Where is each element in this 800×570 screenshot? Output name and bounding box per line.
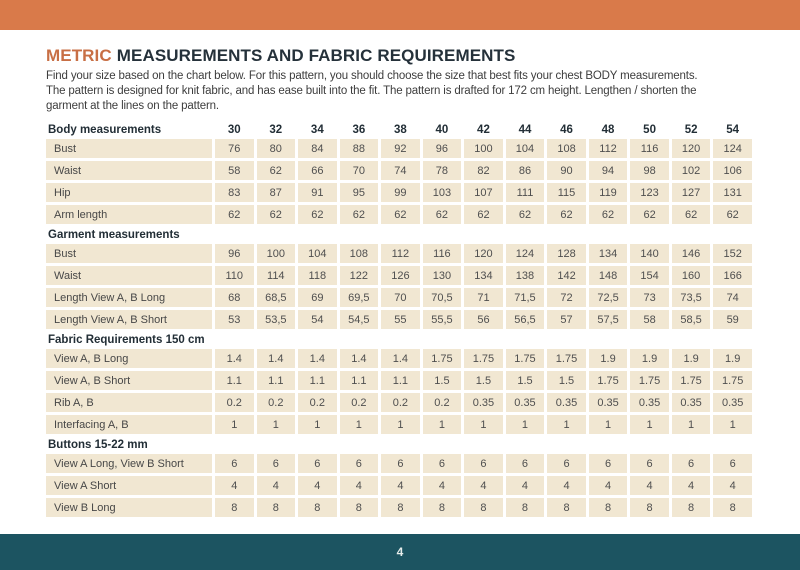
value-cell: 8 <box>713 498 752 517</box>
empty-header-cell <box>381 227 420 241</box>
value-cell: 1.1 <box>298 371 337 390</box>
size-header-cell: 34 <box>310 124 324 136</box>
value-cell: 6 <box>340 454 379 473</box>
value-cell: 8 <box>547 498 586 517</box>
value-cell: 6 <box>257 454 296 473</box>
table-row <box>46 498 752 517</box>
value-cell: 4 <box>381 476 420 495</box>
value-cell: 102 <box>672 161 711 180</box>
section-header-label: Fabric Requirements 150 cm <box>48 334 205 346</box>
row-label-cell: Waist <box>46 266 212 285</box>
value-cell: 134 <box>464 266 503 285</box>
value-cell: 57 <box>547 310 586 329</box>
value-cell: 0.2 <box>215 393 254 412</box>
value-cell: 1.75 <box>464 349 503 368</box>
section-header-row <box>46 332 752 346</box>
value-cell: 62 <box>340 205 379 224</box>
value-cell: 120 <box>672 139 711 158</box>
value-cell: 128 <box>547 244 586 263</box>
value-cell: 1 <box>298 415 337 434</box>
value-cell: 1.9 <box>589 349 628 368</box>
empty-header-cell <box>464 227 503 241</box>
value-cell: 4 <box>630 476 669 495</box>
value-cell: 62 <box>257 205 296 224</box>
value-cell: 71 <box>464 288 503 307</box>
value-cell: 0.35 <box>672 393 711 412</box>
value-cell: 0.35 <box>630 393 669 412</box>
value-cell: 106 <box>713 161 752 180</box>
value-cell: 0.2 <box>340 393 379 412</box>
empty-header-cell <box>381 437 420 451</box>
table-row <box>46 415 752 434</box>
value-cell: 1.75 <box>423 349 462 368</box>
page-title-accent: METRIC <box>46 46 112 65</box>
value-cell: 54,5 <box>340 310 379 329</box>
empty-header-cell <box>672 332 711 346</box>
value-cell: 1.5 <box>423 371 462 390</box>
value-cell: 6 <box>464 454 503 473</box>
empty-header-cell <box>630 437 669 451</box>
size-header-cell: 48 <box>601 124 615 136</box>
empty-header-cell <box>672 227 711 241</box>
value-cell: 66 <box>298 161 337 180</box>
value-cell: 1.75 <box>630 371 669 390</box>
empty-header-cell <box>506 227 545 241</box>
value-cell: 131 <box>713 183 752 202</box>
section-header-row <box>46 227 752 241</box>
value-cell: 62 <box>630 205 669 224</box>
value-cell: 0.35 <box>506 393 545 412</box>
row-label-cell: Rib A, B <box>46 393 212 412</box>
empty-header-cell <box>464 437 503 451</box>
value-cell: 95 <box>340 183 379 202</box>
value-cell: 1.1 <box>215 371 254 390</box>
value-cell: 4 <box>298 476 337 495</box>
value-cell: 70 <box>340 161 379 180</box>
size-header-cell: 42 <box>477 124 490 136</box>
value-cell: 6 <box>630 454 669 473</box>
value-cell: 1 <box>381 415 420 434</box>
value-cell: 4 <box>589 476 628 495</box>
value-cell: 72,5 <box>589 288 628 307</box>
empty-header-cell <box>547 332 586 346</box>
value-cell: 100 <box>464 139 503 158</box>
value-cell: 148 <box>589 266 628 285</box>
row-label-cell: Waist <box>46 161 212 180</box>
value-cell: 104 <box>298 244 337 263</box>
value-cell: 73 <box>630 288 669 307</box>
value-cell: 166 <box>713 266 752 285</box>
empty-header-cell <box>340 227 379 241</box>
value-cell: 90 <box>547 161 586 180</box>
value-cell: 8 <box>423 498 462 517</box>
value-cell: 0.35 <box>589 393 628 412</box>
value-cell: 0.2 <box>257 393 296 412</box>
row-label-cell: Length View A, B Long <box>46 288 212 307</box>
page-title <box>46 46 515 66</box>
size-header-cell: 36 <box>352 124 366 136</box>
empty-header-cell <box>298 227 337 241</box>
row-label-cell: Bust <box>46 244 212 263</box>
value-cell: 8 <box>589 498 628 517</box>
value-cell: 88 <box>340 139 379 158</box>
value-cell: 78 <box>423 161 462 180</box>
size-header-cell: 50 <box>643 124 656 136</box>
value-cell: 55 <box>381 310 420 329</box>
value-cell: 99 <box>381 183 420 202</box>
value-cell: 4 <box>257 476 296 495</box>
empty-header-cell <box>506 437 545 451</box>
table-row <box>46 266 752 285</box>
value-cell: 82 <box>464 161 503 180</box>
table-row <box>46 161 752 180</box>
value-cell: 62 <box>381 205 420 224</box>
value-cell: 1.9 <box>672 349 711 368</box>
value-cell: 1 <box>257 415 296 434</box>
empty-header-cell <box>423 437 462 451</box>
row-label-cell: Hip <box>46 183 212 202</box>
row-label-cell: View A, B Short <box>46 371 212 390</box>
value-cell: 1 <box>215 415 254 434</box>
value-cell: 53 <box>215 310 254 329</box>
value-cell: 58,5 <box>672 310 711 329</box>
value-cell: 146 <box>672 244 711 263</box>
value-cell: 122 <box>340 266 379 285</box>
empty-header-cell <box>630 227 669 241</box>
value-cell: 8 <box>298 498 337 517</box>
value-cell: 6 <box>506 454 545 473</box>
value-cell: 6 <box>672 454 711 473</box>
row-label-cell: Interfacing A, B <box>46 415 212 434</box>
value-cell: 62 <box>215 205 254 224</box>
value-cell: 4 <box>464 476 503 495</box>
value-cell: 4 <box>423 476 462 495</box>
value-cell: 59 <box>713 310 752 329</box>
value-cell: 1.5 <box>506 371 545 390</box>
value-cell: 1 <box>464 415 503 434</box>
value-cell: 124 <box>506 244 545 263</box>
value-cell: 6 <box>215 454 254 473</box>
size-header-cell: 44 <box>518 124 532 136</box>
value-cell: 1.4 <box>298 349 337 368</box>
value-cell: 86 <box>506 161 545 180</box>
empty-header-cell <box>215 332 254 346</box>
value-cell: 100 <box>257 244 296 263</box>
value-cell: 140 <box>630 244 669 263</box>
value-cell: 152 <box>713 244 752 263</box>
value-cell: 1 <box>506 415 545 434</box>
value-cell: 76 <box>215 139 254 158</box>
value-cell: 1 <box>589 415 628 434</box>
value-cell: 53,5 <box>257 310 296 329</box>
value-cell: 0.2 <box>381 393 420 412</box>
value-cell: 69,5 <box>340 288 379 307</box>
value-cell: 68,5 <box>257 288 296 307</box>
value-cell: 54 <box>298 310 337 329</box>
value-cell: 116 <box>423 244 462 263</box>
value-cell: 130 <box>423 266 462 285</box>
section-header-label: Body measurements <box>48 124 162 136</box>
value-cell: 108 <box>340 244 379 263</box>
value-cell: 57,5 <box>589 310 628 329</box>
table-row <box>46 310 752 329</box>
value-cell: 71,5 <box>506 288 545 307</box>
empty-header-cell <box>547 227 586 241</box>
empty-header-cell <box>630 332 669 346</box>
value-cell: 112 <box>381 244 420 263</box>
value-cell: 1.1 <box>340 371 379 390</box>
top-accent-bar <box>0 0 800 30</box>
empty-header-cell <box>423 332 462 346</box>
value-cell: 1.75 <box>589 371 628 390</box>
intro-line: The pattern is designed for knit fabric, and has ease built into the fit. The pattern is drafted for 172 cm height. Lengthen / shorten the <box>46 85 697 97</box>
value-cell: 104 <box>506 139 545 158</box>
row-label-cell: Bust <box>46 139 212 158</box>
size-header-cell: 30 <box>227 124 241 136</box>
empty-header-cell <box>340 332 379 346</box>
measurements-table-wrap <box>43 119 755 520</box>
value-cell: 72 <box>547 288 586 307</box>
value-cell: 124 <box>713 139 752 158</box>
value-cell: 108 <box>547 139 586 158</box>
value-cell: 1 <box>423 415 462 434</box>
table-row <box>46 205 752 224</box>
intro-paragraph <box>46 69 758 114</box>
value-cell: 1 <box>547 415 586 434</box>
value-cell: 96 <box>215 244 254 263</box>
value-cell: 62 <box>423 205 462 224</box>
table-row <box>46 371 752 390</box>
empty-header-cell <box>381 332 420 346</box>
section-header-label: Buttons 15-22 mm <box>48 439 148 451</box>
value-cell: 1.5 <box>547 371 586 390</box>
value-cell: 1.75 <box>713 371 752 390</box>
value-cell: 68 <box>215 288 254 307</box>
value-cell: 92 <box>381 139 420 158</box>
value-cell: 55,5 <box>423 310 462 329</box>
empty-header-cell <box>713 437 752 451</box>
value-cell: 1.4 <box>381 349 420 368</box>
size-header-cell: 46 <box>560 124 573 136</box>
value-cell: 87 <box>257 183 296 202</box>
row-label-cell: View A, B Long <box>46 349 212 368</box>
value-cell: 56 <box>464 310 503 329</box>
value-cell: 123 <box>630 183 669 202</box>
empty-header-cell <box>589 227 628 241</box>
empty-header-cell <box>257 227 296 241</box>
page-number: 4 <box>396 545 404 559</box>
value-cell: 94 <box>589 161 628 180</box>
value-cell: 116 <box>630 139 669 158</box>
value-cell: 6 <box>713 454 752 473</box>
size-header-cell: 54 <box>726 124 740 136</box>
intro-line: garment at the lines on the pattern. <box>46 100 219 112</box>
empty-header-cell <box>257 437 296 451</box>
value-cell: 83 <box>215 183 254 202</box>
value-cell: 56,5 <box>506 310 545 329</box>
value-cell: 4 <box>713 476 752 495</box>
table-row <box>46 288 752 307</box>
value-cell: 1.4 <box>215 349 254 368</box>
value-cell: 80 <box>257 139 296 158</box>
empty-header-cell <box>589 437 628 451</box>
row-label-cell: View A Long, View B Short <box>46 454 212 473</box>
table-row <box>46 244 752 263</box>
value-cell: 103 <box>423 183 462 202</box>
value-cell: 91 <box>298 183 337 202</box>
value-cell: 8 <box>464 498 503 517</box>
section-header-row <box>46 122 752 136</box>
value-cell: 8 <box>630 498 669 517</box>
empty-header-cell <box>257 332 296 346</box>
value-cell: 62 <box>547 205 586 224</box>
value-cell: 62 <box>713 205 752 224</box>
table-row <box>46 393 752 412</box>
value-cell: 6 <box>547 454 586 473</box>
size-header-cell: 52 <box>684 124 698 136</box>
value-cell: 0.35 <box>547 393 586 412</box>
table-row <box>46 454 752 473</box>
size-header-cell: 32 <box>269 124 283 136</box>
empty-header-cell <box>713 332 752 346</box>
value-cell: 126 <box>381 266 420 285</box>
row-label-cell: View B Long <box>46 498 212 517</box>
value-cell: 6 <box>589 454 628 473</box>
value-cell: 8 <box>340 498 379 517</box>
value-cell: 134 <box>589 244 628 263</box>
value-cell: 6 <box>298 454 337 473</box>
value-cell: 160 <box>672 266 711 285</box>
value-cell: 4 <box>215 476 254 495</box>
value-cell: 84 <box>298 139 337 158</box>
value-cell: 0.2 <box>298 393 337 412</box>
value-cell: 119 <box>589 183 628 202</box>
value-cell: 0.2 <box>423 393 462 412</box>
value-cell: 96 <box>423 139 462 158</box>
value-cell: 8 <box>257 498 296 517</box>
value-cell: 6 <box>381 454 420 473</box>
value-cell: 115 <box>547 183 586 202</box>
empty-header-cell <box>464 332 503 346</box>
value-cell: 62 <box>257 161 296 180</box>
measurements-table <box>43 119 755 520</box>
value-cell: 0.35 <box>713 393 752 412</box>
row-label-cell: Arm length <box>46 205 212 224</box>
intro-line: Find your size based on the chart below. For this pattern, you should choose the size that best fits your chest BODY measurements. <box>46 70 698 82</box>
value-cell: 4 <box>547 476 586 495</box>
empty-header-cell <box>298 332 337 346</box>
value-cell: 110 <box>215 266 254 285</box>
value-cell: 1.4 <box>340 349 379 368</box>
value-cell: 98 <box>630 161 669 180</box>
value-cell: 1 <box>340 415 379 434</box>
value-cell: 73,5 <box>672 288 711 307</box>
empty-header-cell <box>340 437 379 451</box>
value-cell: 1.75 <box>672 371 711 390</box>
value-cell: 4 <box>672 476 711 495</box>
value-cell: 62 <box>298 205 337 224</box>
value-cell: 1.75 <box>547 349 586 368</box>
value-cell: 127 <box>672 183 711 202</box>
value-cell: 1.1 <box>257 371 296 390</box>
measurements-table-body <box>46 122 752 517</box>
value-cell: 1 <box>672 415 711 434</box>
page-title-rest: MEASUREMENTS AND FABRIC REQUIREMENTS <box>116 46 516 65</box>
value-cell: 1.9 <box>713 349 752 368</box>
value-cell: 1.4 <box>257 349 296 368</box>
value-cell: 1 <box>713 415 752 434</box>
value-cell: 74 <box>381 161 420 180</box>
footer-bar <box>0 534 800 570</box>
value-cell: 111 <box>506 183 545 202</box>
value-cell: 8 <box>506 498 545 517</box>
value-cell: 74 <box>713 288 752 307</box>
value-cell: 70,5 <box>423 288 462 307</box>
value-cell: 1.5 <box>464 371 503 390</box>
value-cell: 62 <box>506 205 545 224</box>
empty-header-cell <box>423 227 462 241</box>
empty-header-cell <box>215 437 254 451</box>
value-cell: 8 <box>672 498 711 517</box>
row-label-cell: View A Short <box>46 476 212 495</box>
table-row <box>46 183 752 202</box>
value-cell: 118 <box>298 266 337 285</box>
value-cell: 0.35 <box>464 393 503 412</box>
value-cell: 6 <box>423 454 462 473</box>
value-cell: 58 <box>630 310 669 329</box>
empty-header-cell <box>672 437 711 451</box>
empty-header-cell <box>298 437 337 451</box>
table-row <box>46 139 752 158</box>
value-cell: 1.1 <box>381 371 420 390</box>
value-cell: 62 <box>589 205 628 224</box>
value-cell: 107 <box>464 183 503 202</box>
value-cell: 4 <box>506 476 545 495</box>
value-cell: 112 <box>589 139 628 158</box>
value-cell: 62 <box>464 205 503 224</box>
value-cell: 138 <box>506 266 545 285</box>
value-cell: 142 <box>547 266 586 285</box>
table-row <box>46 476 752 495</box>
value-cell: 4 <box>340 476 379 495</box>
empty-header-cell <box>589 332 628 346</box>
row-label-cell: Length View A, B Short <box>46 310 212 329</box>
value-cell: 120 <box>464 244 503 263</box>
value-cell: 70 <box>381 288 420 307</box>
value-cell: 154 <box>630 266 669 285</box>
section-header-label: Garment measurements <box>48 229 180 241</box>
section-header-row <box>46 437 752 451</box>
value-cell: 1 <box>630 415 669 434</box>
empty-header-cell <box>215 227 254 241</box>
value-cell: 69 <box>298 288 337 307</box>
empty-header-cell <box>547 437 586 451</box>
value-cell: 62 <box>672 205 711 224</box>
value-cell: 58 <box>215 161 254 180</box>
empty-header-cell <box>506 332 545 346</box>
size-header-cell: 40 <box>435 124 449 136</box>
table-row <box>46 349 752 368</box>
value-cell: 1.9 <box>630 349 669 368</box>
size-header-cell: 38 <box>393 124 407 136</box>
empty-header-cell <box>713 227 752 241</box>
value-cell: 8 <box>381 498 420 517</box>
value-cell: 114 <box>257 266 296 285</box>
value-cell: 8 <box>215 498 254 517</box>
value-cell: 1.75 <box>506 349 545 368</box>
